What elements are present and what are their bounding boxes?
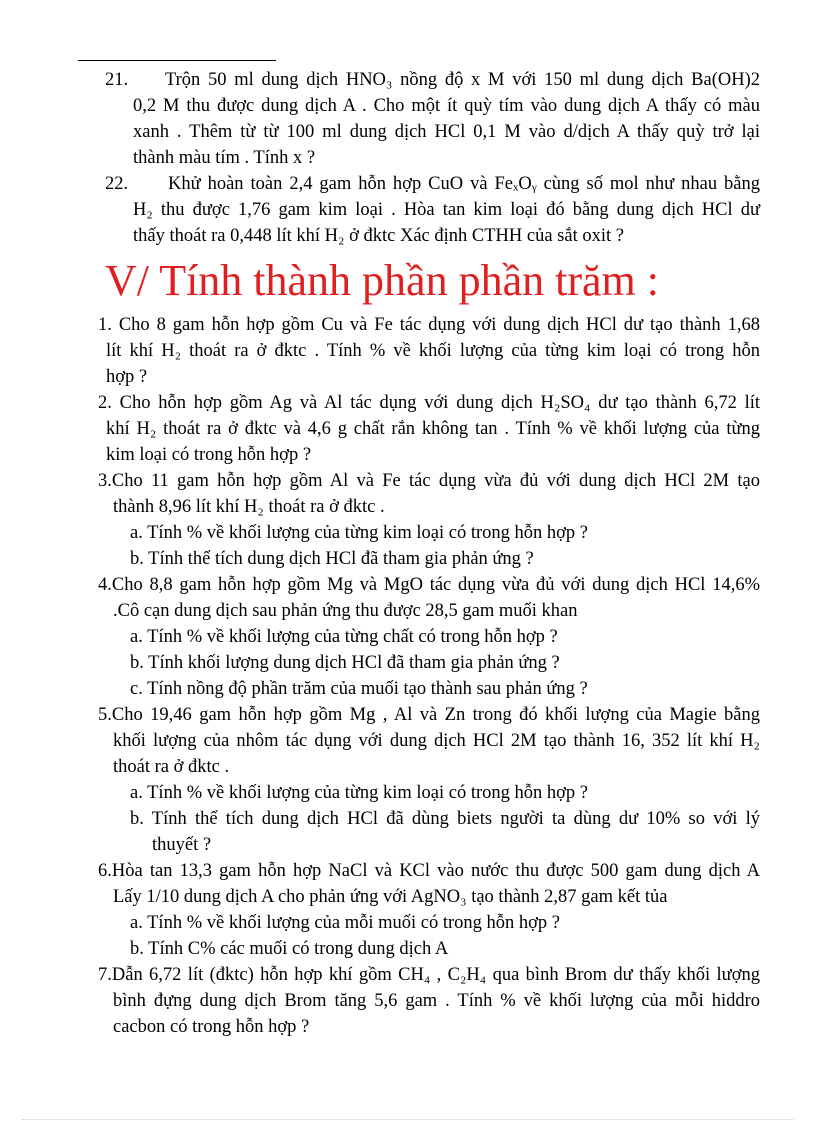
question-2: 2. Cho hỗn hợp gồm Ag và Al tác dụng với dung dịch H₂SO₄ dư tạo thành 6,72 lít — [98, 393, 760, 413]
question-6-part-a: a. Tính % về khối lượng của mỗi muối có trong hỗn hợp ? — [130, 913, 561, 933]
problem-22-text: H₂ thu được 1,76 gam kim loại . Hòa tan kim loại đó bằng dung dịch HCl dư thấy thoát ra 0,448 lít khí H₂ ở đktc Xác định CTHH của sắt oxit ? — [133, 200, 760, 246]
page-bottom-border — [22, 1119, 794, 1120]
problem-21-line-1: Trộn 50 ml dung dịch HNO₃ nồng độ x M với 150 ml dung dịch Ba(OH)2 — [165, 70, 760, 90]
question-4-part-a: a. Tính % về khối lượng của từng chất có trong hỗn hợp ? — [130, 627, 558, 647]
question-4-parts — [130, 624, 760, 702]
problem-22-number: 22. — [105, 174, 129, 194]
question-3: 3.Cho 11 gam hỗn hợp gồm Al và Fe tác dụng vừa đủ với dung dịch HCl 2M tạo — [98, 471, 760, 491]
question-6-parts — [130, 910, 760, 962]
question-3-cont: thành 8,96 lít khí H₂ thoát ra ở đktc . — [113, 497, 385, 517]
question-4-cont: .Cô cạn dung dịch sau phản ứng thu được 28,5 gam muối khan — [113, 601, 578, 621]
question-5-part-b-cont: thuyết ? — [152, 835, 212, 855]
question-5-cont: khối lượng của nhôm tác dụng với dung dịch HCl 2M tạo thành 16, 352 lít khí H₂ thoát ra ở đktc . — [113, 731, 760, 777]
question-5-part-b: b. Tính thể tích dung dịch HCl đã dùng biets người ta dùng dư 10% so với lý — [130, 809, 760, 829]
question-6: 6.Hòa tan 13,3 gam hỗn hợp NaCl và KCl vào nước thu được 500 gam dung dịch A — [98, 861, 760, 881]
question-3-part-a: a. Tính % về khối lượng của từng kim loại có trong hỗn hợp ? — [130, 523, 589, 543]
question-7-cont: bình đựng dung dịch Brom tăng 5,6 gam . Tính % về khối lượng của mỗi hiddro cacbon có trong hỗn hợp ? — [113, 991, 760, 1037]
question-2-cont: khí H₂ thoát ra ở đktc và 4,6 g chất rắn không tan . Tính % về khối lượng của từng kim loại có trong hỗn hợp ? — [106, 419, 760, 465]
question-4-part-b: b. Tính khối lượng dung dịch HCl đã tham gia phản ứng ? — [130, 653, 560, 673]
question-1: 1. Cho 8 gam hỗn hợp gồm Cu và Fe tác dụng với dung dịch HCl dư tạo thành 1,68 — [98, 315, 760, 335]
question-6-cont: Lấy 1/10 dung dịch A cho phản ứng với AgNO₃ tạo thành 2,87 gam kết tủa — [113, 887, 668, 907]
question-5-part-a: a. Tính % về khối lượng của từng kim loại có trong hỗn hợp ? — [130, 783, 589, 803]
question-5-parts — [130, 780, 760, 832]
problem-22-line-1: Khử hoàn toàn 2,4 gam hỗn hợp CuO và FeₓOᵧ cùng số mol như nhau bằng — [168, 174, 760, 194]
question-1-cont: lít khí H₂ thoát ra ở đktc . Tính % về khối lượng của từng kim loại có trong hỗn hợp ? — [106, 341, 760, 387]
question-4: 4.Cho 8,8 gam hỗn hợp gồm Mg và MgO tác dụng vừa đủ với dung dịch HCl 14,6% — [98, 575, 760, 595]
question-4-part-c: c. Tính nồng độ phần trăm của muối tạo thành sau phản ứng ? — [130, 679, 588, 699]
problem-21-number: 21. — [105, 70, 129, 90]
question-3-part-b: b. Tính thể tích dung dịch HCl đã tham gia phản ứng ? — [130, 549, 534, 569]
problem-21-text: 0,2 M thu được dung dịch A . Cho một ít quỳ tím vào dung dịch A thấy có màu xanh . Thêm từ từ 100 ml dung dịch HCl 0,1 M vào d/dịch A thấy quỳ trở lại thành màu tím . Tính x ? — [133, 96, 760, 168]
footnote-separator-line — [78, 60, 276, 61]
question-7: 7.Dẫn 6,72 lít (đktc) hỗn hợp khí gồm CH₄ , C₂H₄ qua bình Brom dư thấy khối lượng — [98, 965, 760, 985]
question-5: 5.Cho 19,46 gam hỗn hợp gồm Mg , Al và Zn trong đó khối lượng của Magie bằng — [98, 705, 760, 725]
question-6-part-b: b. Tính C% các muối có trong dung dịch A — [130, 939, 449, 959]
section-title: V/ Tính thành phần phần trăm : — [105, 256, 659, 305]
question-3-parts — [130, 520, 760, 572]
